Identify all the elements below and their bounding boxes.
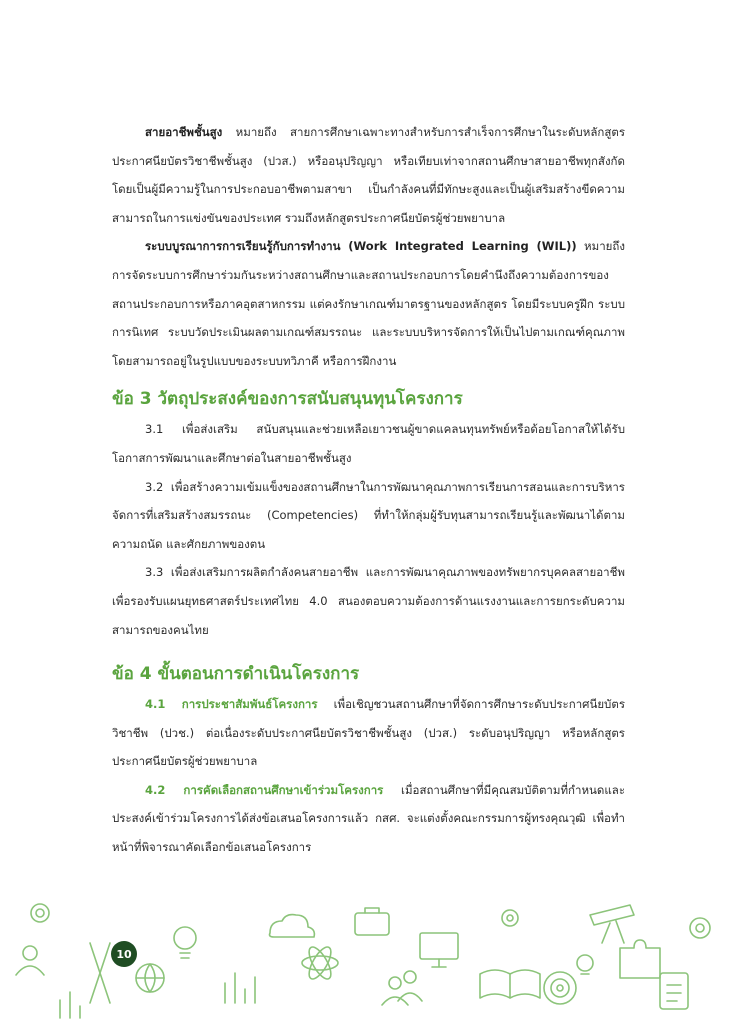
section-4-item-1-term: 4.1 การประชาสัมพันธ์โครงการ <box>145 697 318 712</box>
bulb-icon <box>174 927 196 958</box>
definition-wil: หมายถึง การจัดระบบการศึกษาร่วมกันระหว่างสถานศึกษาและสถานประกอบการโดยคำนึงถึงความต้องการของสถานประกอบการหรือภาคอุตสาหกรรม แต่คงรักษาเกณฑ์มาตรฐานของหลักสูตร โดยมีระบบครูฝึก ระบบการนิเทศ ระบบวัดประเมินผลตามเกณฑ์สมรรถนะ และระบบบริหารจัดการให้เป็นไปตามเกณฑ์คุณภาพ โดยสามารถอยู่ในรูปแบบของระบบทวิภาคี หรือการฝึกงาน <box>112 239 625 368</box>
paragraph-definition-wil <box>112 232 625 375</box>
section-3-item-3: 3.3 เพื่อส่งเสริมการผลิตกำลังคนสายอาชีพ และการพัฒนาคุณภาพของทรัพยากรบุคคลสายอาชีพ เพื่อรองรับแผนยุทธศาสตร์ประเทศไทย 4.0 สนองตอบความต้องการด้านแรงงานและการยกระดับความสามารถของคนไทย <box>112 565 625 637</box>
term-career-level: สายอาชีพชั้นสูง <box>145 125 223 139</box>
book-icon <box>480 970 540 998</box>
section-4-heading: ข้อ 4 ขั้นตอนการดำเนินโครงการ <box>112 664 360 685</box>
section-4-item-1-text: เพื่อเชิญชวนสถานศึกษาที่จัดการศึกษาระดับประกาศนียบัตรวิชาชีพ (ปวช.) ต่อเนื่องระดับประกาศนียบัตรวิชาชีพชั้นสูง (ปวส.) ระดับอนุปริญญา หรือหลักสูตรประกาศนียบัตรผู้ช่วยพยาบาล <box>112 697 625 769</box>
cloud-icon <box>270 915 315 937</box>
section-4-item-2-text: เมื่อสถานศึกษาที่มีคุณสมบัติตามที่กำหนดและประสงค์เข้าร่วมโครงการได้ส่งข้อเสนอโครงการแล้ว กสศ. จะแต่งตั้งคณะกรรมการผู้ทรงคุณวุฒิ เพื่อทำหน้าที่พิจารณาคัดเลือกข้อเสนอโครงการ <box>112 782 625 855</box>
page-number-badge: 10 <box>111 941 137 967</box>
definition-career-level: หมายถึง สายการศึกษาเฉพาะทางสำหรับการสำเร็จการศึกษาในระดับหลักสูตรประกาศนียบัตรวิชาชีพชั้นสูง (ปวส.) หรืออนุปริญญา หรือเทียบเท่าจากสถานศึกษาสายอาชีพทุกสังกัด โดยเป็นผู้มีความรู้ในการประกอบอาชีพตามสาขา เป็นกำลังคนที่มีทักษะสูงและเป็นผู้เสริมสร้างขีดความสามารถในการแข่งขันของประเทศ รวมถึงหลักสูตรประกาศนียบัตรผู้ช่วยพยาบาล <box>112 125 625 225</box>
section-3-item-2: 3.2 เพื่อสร้างความเข้มแข็งของสถานศึกษาในการพัฒนาคุณภาพการเรียนการสอนและการบริหารจัดการที่เสริมสร้างสมรรถนะ (Competencies) ที่ทำให้กลุ่มผู้รับทุนสามารถเรียนรู้และพัฒนาได้ตามความถนัด และศักยภาพของตน <box>112 479 625 551</box>
paragraph-definition-career <box>112 118 625 232</box>
briefcase-icon <box>355 908 389 935</box>
section-3-item-1: 3.1 เพื่อส่งเสริม สนับสนุนและช่วยเหลือเยาวชนผู้ขาดแคลนทุนทรัพย์หรือด้อยโอกาสให้ได้รับโอกาสการพัฒนาและศึกษาต่อในสายอาชีพชั้นสูง <box>112 422 625 465</box>
telescope-icon <box>590 905 634 943</box>
dna-icon <box>90 943 110 1003</box>
chart-icon <box>60 992 80 1018</box>
term-wil: ระบบบูรณาการการเรียนรู้กับการทำงาน (Work Integrated Learning (WIL)) <box>145 239 577 254</box>
gear-icon <box>690 918 710 938</box>
globe-icon <box>136 964 164 992</box>
bulb-icon <box>577 955 593 974</box>
page-content <box>112 118 625 862</box>
section-4-item-2 <box>112 776 625 862</box>
group-icon <box>382 971 422 1005</box>
puzzle-icon <box>620 940 660 978</box>
section-4-item-1 <box>112 690 625 776</box>
gear-icon <box>502 910 518 926</box>
chart-icon <box>225 973 255 1003</box>
person-icon <box>16 946 44 975</box>
clipboard-icon <box>660 973 688 1009</box>
section-4-item-2-term: 4.2 การคัดเลือกสถานศึกษาเข้าร่วมโครงการ <box>145 782 384 797</box>
footer-icon-pattern <box>0 893 735 1024</box>
target-icon <box>544 972 576 1004</box>
gear-icon <box>31 904 49 922</box>
atom-icon <box>302 944 338 982</box>
section-3-heading: ข้อ 3 วัตถุประสงค์ของการสนับสนุนทุนโครงการ <box>112 389 463 410</box>
monitor-icon <box>420 933 458 967</box>
